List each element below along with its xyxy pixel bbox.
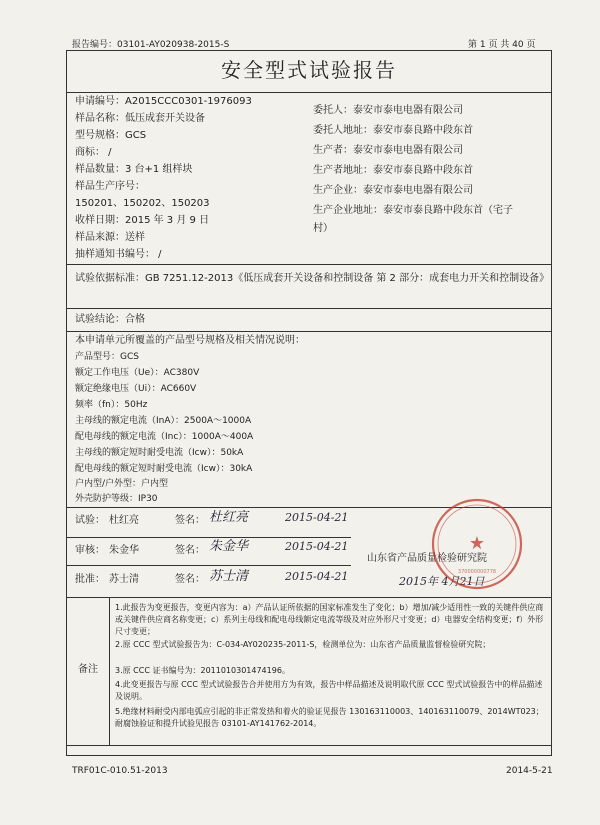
application-no: 申请编号：A2015CCC0301-1976093 bbox=[75, 96, 252, 107]
rule-basis bbox=[67, 308, 551, 309]
rule-conclusion bbox=[67, 331, 551, 332]
approver-role: 批准： bbox=[75, 574, 105, 585]
receipt-date: 收样日期：2015 年 3 月 9 日 bbox=[75, 215, 210, 226]
manufacturer-address-cont: 村） bbox=[313, 223, 333, 234]
spec-line: 额定绝缘电压（Ui）：AC660V bbox=[75, 384, 197, 394]
tester-name: 杜红亮 bbox=[109, 515, 139, 526]
rule-sig-3 bbox=[67, 597, 551, 598]
model-spec: 型号规格：GCS bbox=[75, 130, 147, 141]
note-item: 4.此变更报告与原 CCC 型式试验报告合并使用方为有效，报告中样品描述及说明取代原 CCC 型式试验报告中的样品描述及说明。 bbox=[115, 680, 543, 701]
form-date: 2014-5-21 bbox=[506, 766, 553, 776]
reviewer-sign-date: 2015-04-21 bbox=[285, 540, 349, 553]
seal-code: 370000000778 bbox=[457, 569, 497, 575]
spec-line: 配电母线的额定电流（Inc）：1000A～400A bbox=[75, 432, 254, 442]
manufacturer-address: 生产企业地址：泰安市泰良路中段东首（宅子 bbox=[313, 205, 513, 216]
issuing-institute: 山东省产品质量检验研究院 bbox=[367, 553, 487, 564]
approver-sign-label: 签名： bbox=[175, 574, 205, 585]
producer: 生产者：泰安市泰电电器有限公司 bbox=[313, 145, 463, 156]
test-conclusion: 试验结论：合格 bbox=[75, 314, 145, 325]
tester-sign-label: 签名： bbox=[175, 515, 205, 526]
rule-title bbox=[67, 92, 551, 93]
sample-name: 样品名称：低压成套开关设备 bbox=[75, 113, 205, 124]
spec-line: 产品型号：GCS bbox=[75, 352, 139, 362]
approver-signature: 苏士清 bbox=[209, 569, 249, 584]
rule-info bbox=[67, 264, 551, 265]
note-item: 1.此报告为变更报告，变更内容为：a）产品认证所依据的国家标准发生了变化；b）增加/减少适用性一致的关键件供应商或关键件供应商名称变更；c）系列主母线和配电母线额定电流等级及对应外形尺寸变更；d）电器安全结构变更；f）外形尺寸变更； bbox=[115, 603, 544, 636]
page-indicator: 第 1 页 共 40 页 bbox=[468, 40, 536, 50]
reviewer-role: 审核： bbox=[75, 545, 105, 556]
notes-label: 备注 bbox=[78, 664, 98, 675]
sampling-notice: 抽样通知书编号： / bbox=[75, 249, 162, 260]
official-seal bbox=[430, 497, 524, 591]
notes-divider bbox=[109, 597, 110, 745]
report-title: 安全型式试验报告 bbox=[221, 58, 397, 82]
specs-intro: 本申请单元所覆盖的产品型号规格及相关情况说明： bbox=[75, 335, 305, 346]
tester-sign-date: 2015-04-21 bbox=[285, 511, 349, 524]
tester-signature: 杜红亮 bbox=[209, 510, 249, 525]
rule-notes bbox=[67, 745, 551, 746]
reviewer-name: 朱金华 bbox=[109, 545, 139, 556]
sample-source: 样品来源：送样 bbox=[75, 232, 145, 243]
issue-date: 2015年 4月21日 bbox=[399, 575, 485, 588]
serial-numbers: 150201、150202、150203 bbox=[75, 198, 210, 209]
spec-line: 主母线的额定电流（InA）：2500A～1000A bbox=[75, 416, 252, 426]
reviewer-signature: 朱金华 bbox=[209, 539, 249, 554]
serial-label: 样品生产序号： bbox=[75, 181, 145, 192]
reviewer-sign-label: 签名： bbox=[175, 545, 205, 556]
approver-name: 苏士清 bbox=[109, 574, 139, 585]
report-number: 报告编号：03101-AY020938-2015-S bbox=[72, 40, 230, 50]
spec-line: 额定工作电压（Ue）：AC380V bbox=[75, 368, 200, 378]
manufacturer: 生产企业：泰安市泰电电器有限公司 bbox=[313, 185, 473, 196]
spec-line: 频率（fn）：50Hz bbox=[75, 400, 148, 410]
spec-line: 户内型/户外型：户内型 bbox=[75, 479, 169, 489]
tester-role: 试验： bbox=[75, 515, 105, 526]
spec-line: 外壳防护等级：IP30 bbox=[75, 494, 158, 504]
spec-line: 主母线的额定短时耐受电流（Icw）：50kA bbox=[75, 448, 244, 458]
spec-line: 配电母线的额定短时耐受电流（Icw）：30kA bbox=[75, 464, 253, 474]
rule-sig-2 bbox=[67, 565, 351, 566]
test-standard: 试验依据标准：GB 7251.12-2013《低压成套开关设备和控制设备 第 2 部分：成套电力开关和控制设备》 bbox=[75, 273, 550, 284]
note-item: 3.原 CCC 证书编号为：2011010301474196。 bbox=[115, 666, 290, 675]
approver-sign-date: 2015-04-21 bbox=[285, 570, 349, 583]
seal-star-icon: ★ bbox=[468, 533, 486, 554]
client-address: 委托人地址：泰安市泰良路中段东首 bbox=[313, 125, 473, 136]
report-frame bbox=[66, 50, 552, 756]
rule-sig-1 bbox=[67, 537, 351, 538]
note-item: 2.原 CCC 型式试验报告为：C-034-AY020235-2011-S，检测单位为：山东省产品质量监督检验研究院； bbox=[115, 640, 491, 649]
note-item: 5.绝缘材料耐受内部电弧应引起的非正常发热和着火的验证见报告 130163110003、140163110079、2014WT023；耐腐蚀验证和提升试验见报告 03101-AY141762-2014。 bbox=[115, 707, 544, 728]
sample-quantity: 样品数量：3 台+1 组样块 bbox=[75, 164, 193, 175]
client: 委托人：泰安市泰电电器有限公司 bbox=[313, 105, 463, 116]
trademark: 商标： / bbox=[75, 147, 112, 158]
form-code: TRF01C-010.51-2013 bbox=[72, 766, 168, 776]
producer-address: 生产者地址：泰安市泰良路中段东首 bbox=[313, 165, 473, 176]
